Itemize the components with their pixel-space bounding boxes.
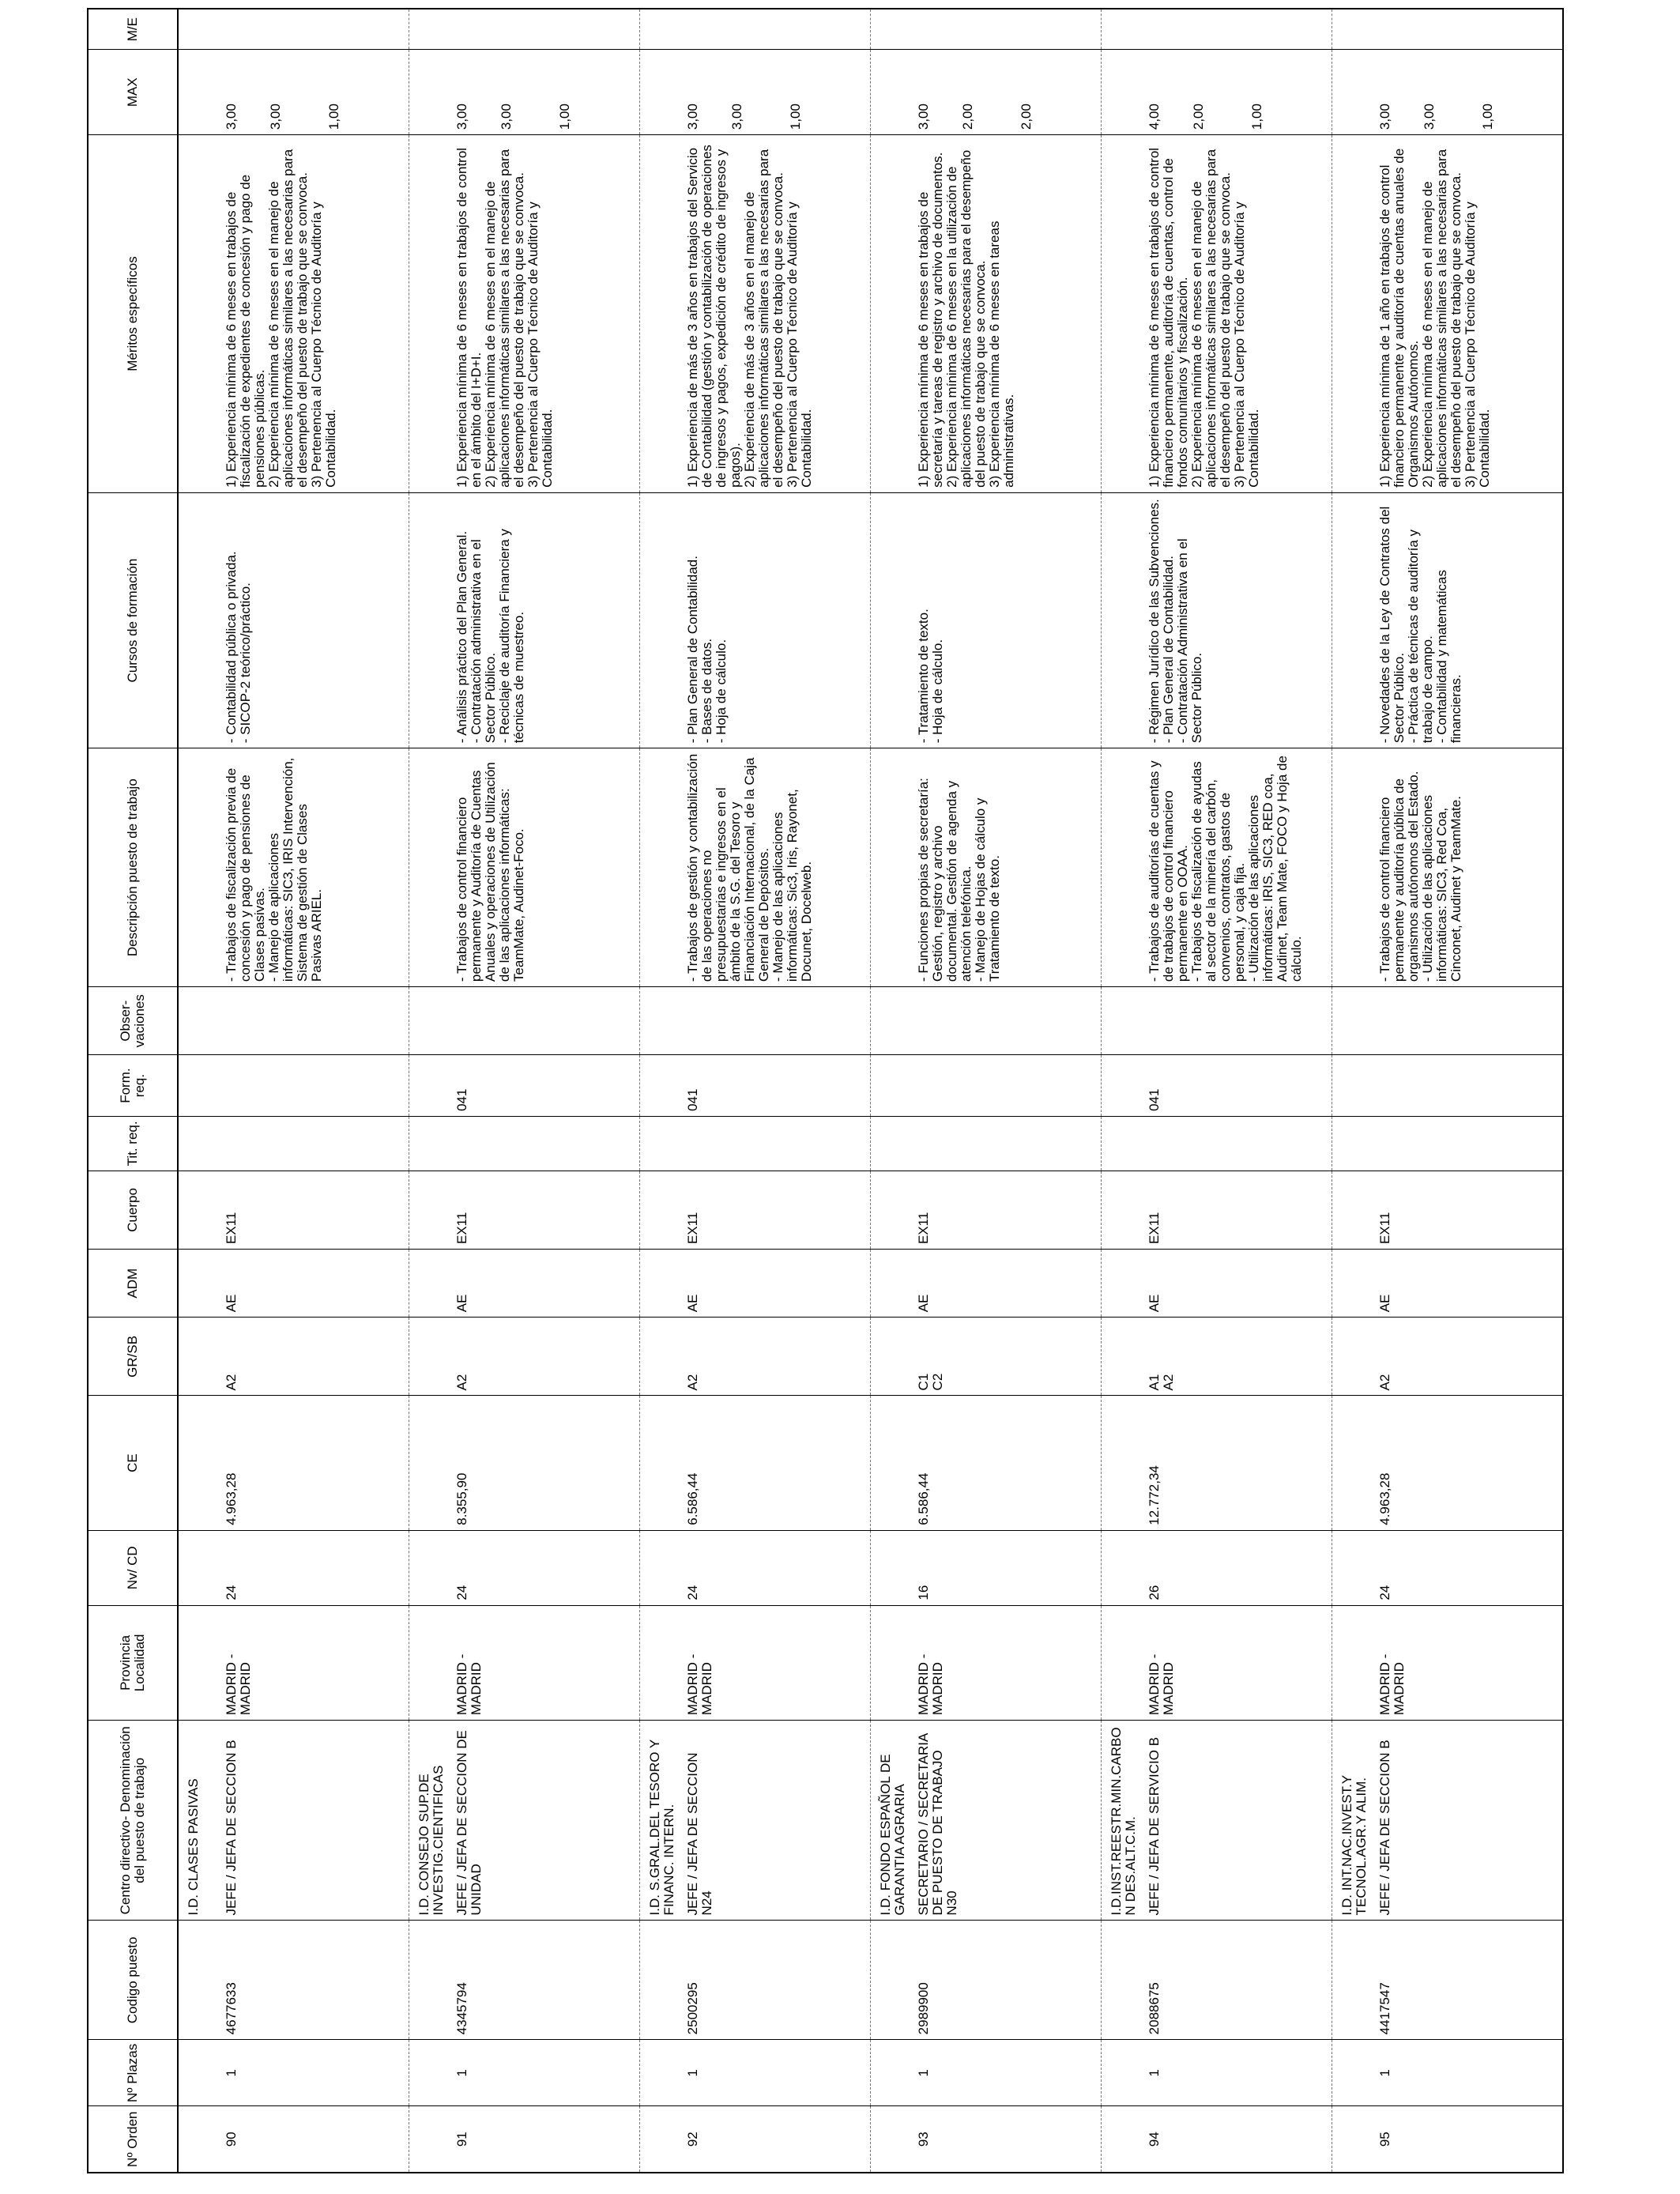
empty-cell xyxy=(1332,748,1373,987)
header-tit: Tit. req. xyxy=(88,1116,178,1171)
section-row xyxy=(1102,9,1142,2173)
cell-ce: 4.963,28 xyxy=(1372,1396,1563,1530)
empty-cell xyxy=(871,1921,911,2040)
cell-max xyxy=(910,50,1102,135)
cell-form: 041 xyxy=(1141,1055,1332,1117)
cell-ce: 8.355,90 xyxy=(449,1396,640,1530)
empty-cell xyxy=(1332,1396,1373,1530)
header-me: M/E xyxy=(88,9,178,50)
cell-obs xyxy=(680,987,871,1055)
cell-plazas: 1 xyxy=(218,2040,409,2106)
cell-orden: 92 xyxy=(680,2106,871,2173)
empty-cell xyxy=(1102,2040,1142,2106)
section-title: I.D. CONSEJO SUP.DE INVESTIG.CIENTIFICAS xyxy=(409,1721,450,1921)
empty-cell xyxy=(1332,1530,1373,1605)
cell-max xyxy=(680,50,871,135)
cell-grupo: A2 xyxy=(449,1318,640,1396)
cell-descripcion: - Trabajos de control financiero permanente y auditoría pública de organismos autónomos del Estado. - Utilización de las aplicaciones informáticas: SIC3, Red Coa, Cinconet, Audinet y TeamMate. xyxy=(1372,748,1563,987)
cell-meritos: 1) Experiencia mínima de 6 meses en trabajos de control financiero permanente, auditoría de cuentas, control de fondos comunitarios y fiscalización. 2) Experiencia mínima de 6 meses en el manejo de aplicaciones informáticas similares a las necesarias para el desempeño del puesto de trabajo que se convoca. 3) Pertenencia al Cuerpo Técnico de Auditoría y Contabilidad. xyxy=(1141,135,1332,493)
max-score: 3,00 xyxy=(1422,104,1437,130)
empty-cell xyxy=(640,135,680,493)
empty-cell xyxy=(871,492,911,748)
cell-ce: 4.963,28 xyxy=(218,1396,409,1530)
section-title: I.D.INST.REESTR.MIN.CARBO N DES.ALT.C.M. xyxy=(1102,1721,1142,1921)
empty-cell xyxy=(409,1605,450,1721)
cell-cuerpo: EX11 xyxy=(218,1171,409,1249)
max-score: 3,00 xyxy=(729,104,744,130)
header-codigo: Codigo puesto xyxy=(88,1921,178,2040)
empty-cell xyxy=(640,50,680,135)
empty-cell xyxy=(409,1396,450,1530)
cell-me xyxy=(1372,9,1563,50)
empty-cell xyxy=(871,9,911,50)
empty-cell xyxy=(409,1530,450,1605)
cell-form: 041 xyxy=(449,1055,640,1117)
max-score: 1,00 xyxy=(1249,104,1264,130)
empty-cell xyxy=(871,748,911,987)
header-meritos: Méritos específicos xyxy=(88,135,178,493)
max-score: 2,00 xyxy=(1191,104,1206,130)
empty-cell xyxy=(409,50,450,135)
header-max: MAX xyxy=(88,50,178,135)
max-score: 1,00 xyxy=(788,104,803,130)
empty-cell xyxy=(1332,987,1373,1055)
max-score: 1,00 xyxy=(1480,104,1495,130)
cell-ce: 12.772,34 xyxy=(1141,1396,1332,1530)
cell-tit xyxy=(1141,1116,1332,1171)
cell-orden: 90 xyxy=(218,2106,409,2173)
empty-cell xyxy=(1332,1250,1373,1318)
empty-cell xyxy=(409,2040,450,2106)
cell-adm: AE xyxy=(1141,1250,1332,1318)
empty-cell xyxy=(640,1116,680,1171)
table-body xyxy=(178,9,1563,2173)
cell-me xyxy=(910,9,1102,50)
section-title: I.D. S.GRAL.DEL TESORO Y FINANC. INTERN. xyxy=(640,1721,680,1921)
cell-descripcion: - Trabajos de auditorías de cuentas y de trabajos de control financiero permanente en OOAA. - Trabajos de fiscalización de ayudas al sector de la minería del carbón, convenios, contratos, gastos de personal, y caja fija. - Utilización de las aplicaciones informáticas: IRIS, SIC3, RED coa, Audinet, Team Mate, FOCO y Hoja de cálculo. xyxy=(1141,748,1332,987)
empty-cell xyxy=(871,1396,911,1530)
table-row xyxy=(218,9,409,2173)
cell-cuerpo: EX11 xyxy=(680,1171,871,1249)
empty-cell xyxy=(871,135,911,493)
cell-ce: 6.586,44 xyxy=(680,1396,871,1530)
section-title: I.D. CLASES PASIVAS xyxy=(178,1721,218,1921)
cell-cuerpo: EX11 xyxy=(1372,1171,1563,1249)
header-form: Form. req. xyxy=(88,1055,178,1117)
cell-tit xyxy=(449,1116,640,1171)
empty-cell xyxy=(409,492,450,748)
cell-ce: 6.586,44 xyxy=(910,1396,1102,1530)
empty-cell xyxy=(1332,1055,1373,1117)
max-score: 3,00 xyxy=(916,104,931,130)
cell-provincia: MADRID - MADRID xyxy=(1141,1605,1332,1721)
empty-cell xyxy=(1102,1116,1142,1171)
header-nivel: Nv/ CD xyxy=(88,1530,178,1605)
cell-plazas: 1 xyxy=(1372,2040,1563,2106)
empty-cell xyxy=(871,50,911,135)
header-provincia: Provincia Localidad xyxy=(88,1605,178,1721)
cell-cursos: - Análisis práctico del Plan General. - Contratación administrativa en el Sector Público. - Reciclaje de auditoría Financiera y técnicas de muestreo. xyxy=(449,492,640,748)
section-row xyxy=(640,9,680,2173)
empty-cell xyxy=(1332,1116,1373,1171)
empty-cell xyxy=(1102,748,1142,987)
empty-cell xyxy=(640,1318,680,1396)
cell-cursos: - Régimen Jurídico de las Subvenciones. - Plan General de Contabilidad. - Contratación Administrativa en el Sector Público. xyxy=(1141,492,1332,748)
empty-cell xyxy=(640,2106,680,2173)
cell-provincia: MADRID - MADRID xyxy=(449,1605,640,1721)
cell-plazas: 1 xyxy=(680,2040,871,2106)
table-row xyxy=(910,9,1102,2173)
empty-cell xyxy=(178,1530,218,1605)
empty-cell xyxy=(1102,135,1142,493)
cell-max xyxy=(218,50,409,135)
cell-obs xyxy=(449,987,640,1055)
header-ce: CE xyxy=(88,1396,178,1530)
cell-cuerpo: EX11 xyxy=(910,1171,1102,1249)
empty-cell xyxy=(640,1530,680,1605)
cell-grupo: C1 C2 xyxy=(910,1318,1102,1396)
empty-cell xyxy=(640,987,680,1055)
cell-cursos: - Tratamiento de texto. - Hoja de cálculo. xyxy=(910,492,1102,748)
empty-cell xyxy=(1332,2040,1373,2106)
empty-cell xyxy=(871,987,911,1055)
empty-cell xyxy=(409,135,450,493)
cell-denominacion: JEFE / JEFA DE SECCION B xyxy=(1372,1721,1563,1921)
empty-cell xyxy=(1102,1530,1142,1605)
section-row xyxy=(871,9,911,2173)
table-row xyxy=(680,9,871,2173)
empty-cell xyxy=(1102,1250,1142,1318)
empty-cell xyxy=(178,1171,218,1249)
cell-nivel: 16 xyxy=(910,1530,1102,1605)
cell-nivel: 26 xyxy=(1141,1530,1332,1605)
empty-cell xyxy=(409,1318,450,1396)
cell-nivel: 24 xyxy=(449,1530,640,1605)
cell-descripcion: - Trabajos de fiscalización previa de concesión y pago de pensiones de Clases pasivas. - Manejo de aplicaciones informáticas: SIC3, IRIS Intervención, Sistema de gestión de Clases Pasivas ARIEL. xyxy=(218,748,409,987)
table-row xyxy=(1141,9,1332,2173)
empty-cell xyxy=(1102,2106,1142,2173)
empty-cell xyxy=(178,748,218,987)
cell-tit xyxy=(1372,1116,1563,1171)
empty-cell xyxy=(409,987,450,1055)
max-score: 3,00 xyxy=(1377,104,1392,130)
empty-cell xyxy=(1332,1605,1373,1721)
cell-adm: AE xyxy=(680,1250,871,1318)
cell-obs xyxy=(1141,987,1332,1055)
empty-cell xyxy=(1102,492,1142,748)
section-title: I.D. FONDO ESPAÑOL DE GARANTIA AGRARIA xyxy=(871,1721,911,1921)
header-cursos: Cursos de formación xyxy=(88,492,178,748)
cell-grupo: A1 A2 xyxy=(1141,1318,1332,1396)
empty-cell xyxy=(178,987,218,1055)
empty-cell xyxy=(409,9,450,50)
section-row xyxy=(178,9,218,2173)
empty-cell xyxy=(1102,1171,1142,1249)
max-score: 2,00 xyxy=(1019,104,1034,130)
cell-nivel: 24 xyxy=(680,1530,871,1605)
cell-nivel: 24 xyxy=(218,1530,409,1605)
cell-adm: AE xyxy=(910,1250,1102,1318)
cell-max xyxy=(1372,50,1563,135)
empty-cell xyxy=(1102,1605,1142,1721)
empty-cell xyxy=(409,1055,450,1117)
job-positions-table xyxy=(87,8,1564,2173)
cell-denominacion: JEFE / JEFA DE SERVICIO B xyxy=(1141,1721,1332,1921)
empty-cell xyxy=(1102,1396,1142,1530)
cell-obs xyxy=(910,987,1102,1055)
cell-cursos: - Contabilidad pública o privada. - SICOP-2 teórico/práctico. xyxy=(218,492,409,748)
max-score: 3,00 xyxy=(499,104,514,130)
cell-provincia: MADRID - MADRID xyxy=(680,1605,871,1721)
empty-cell xyxy=(640,1605,680,1721)
cell-codigo: 4417547 xyxy=(1372,1921,1563,2040)
cell-denominacion: JEFE / JEFA DE SECCION N24 xyxy=(680,1721,871,1921)
empty-cell xyxy=(1102,987,1142,1055)
cell-adm: AE xyxy=(449,1250,640,1318)
empty-cell xyxy=(871,1318,911,1396)
cell-provincia: MADRID - MADRID xyxy=(1372,1605,1563,1721)
cell-me xyxy=(449,9,640,50)
cell-provincia: MADRID - MADRID xyxy=(910,1605,1102,1721)
empty-cell xyxy=(871,2106,911,2173)
cell-form xyxy=(218,1055,409,1117)
cell-meritos: 1) Experiencia de más de 3 años en trabajos del Servicio de Contabilidad (gestión y contabilización de operaciones de ingresos y pagos, expedición de crédito de ingresos y pagos). 2) Experiencia de más de 3 años en el manejo de aplicaciones informáticas similares a las necesarias para el desempeño del puesto de trabajo que se convoca. 3) Pertenencia al Cuerpo Técnico de Auditoría y Contabilidad. xyxy=(680,135,871,493)
header-cuerpo: Cuerpo xyxy=(88,1171,178,1249)
empty-cell xyxy=(640,492,680,748)
max-score: 2,00 xyxy=(960,104,975,130)
header-grupo: GR/SB xyxy=(88,1318,178,1396)
cell-nivel: 24 xyxy=(1372,1530,1563,1605)
empty-cell xyxy=(1332,135,1373,493)
empty-cell xyxy=(871,1530,911,1605)
cell-codigo: 2989900 xyxy=(910,1921,1102,2040)
empty-cell xyxy=(1102,9,1142,50)
empty-cell xyxy=(1332,1171,1373,1249)
cell-grupo: A2 xyxy=(218,1318,409,1396)
cell-descripcion: - Trabajos de control financiero permanente y Auditoría de Cuentas Anuales y operaciones de Utilización de las aplicaciones informáticas: TeamMate, Audinet-Foco. xyxy=(449,748,640,987)
cell-orden: 93 xyxy=(910,2106,1102,2173)
table-row xyxy=(449,9,640,2173)
empty-cell xyxy=(640,1250,680,1318)
cell-codigo: 2500295 xyxy=(680,1921,871,2040)
empty-cell xyxy=(178,1116,218,1171)
cell-cuerpo: EX11 xyxy=(449,1171,640,1249)
max-score: 3,00 xyxy=(268,104,283,130)
empty-cell xyxy=(640,1055,680,1117)
empty-cell xyxy=(1102,50,1142,135)
cell-descripcion: - Funciones propias de secretaría: Gestión, registro y archivo documental. Gestión de agenda y atención telefónica. - Manejo de Hojas de cálculo y Tratamiento de texto. xyxy=(910,748,1102,987)
empty-cell xyxy=(640,748,680,987)
section-title: I.D. INT.NAC.INVEST.Y TECNOL.AGR.Y ALIM. xyxy=(1332,1721,1373,1921)
empty-cell xyxy=(178,2040,218,2106)
empty-cell xyxy=(1332,1921,1373,2040)
empty-cell xyxy=(178,492,218,748)
empty-cell xyxy=(640,1171,680,1249)
empty-cell xyxy=(409,1921,450,2040)
empty-cell xyxy=(640,2040,680,2106)
cell-codigo: 4677633 xyxy=(218,1921,409,2040)
empty-cell xyxy=(178,1318,218,1396)
cell-form: 041 xyxy=(680,1055,871,1117)
max-score: 3,00 xyxy=(685,104,700,130)
empty-cell xyxy=(871,1116,911,1171)
cell-grupo: A2 xyxy=(680,1318,871,1396)
cell-max xyxy=(449,50,640,135)
cell-tit xyxy=(680,1116,871,1171)
cell-cursos: - Plan General de Contabilidad. - Bases de datos. - Hoja de cálculo. xyxy=(680,492,871,748)
empty-cell xyxy=(178,135,218,493)
empty-cell xyxy=(409,1116,450,1171)
cell-obs xyxy=(1372,987,1563,1055)
empty-cell xyxy=(1332,2106,1373,2173)
empty-cell xyxy=(1102,1921,1142,2040)
header-descripcion: Descripción puesto de trabajo xyxy=(88,748,178,987)
empty-cell xyxy=(178,1921,218,2040)
section-row xyxy=(409,9,450,2173)
header-plazas: Nº Plazas xyxy=(88,2040,178,2106)
cell-tit xyxy=(218,1116,409,1171)
cell-me xyxy=(1141,9,1332,50)
header-orden: Nº Orden xyxy=(88,2106,178,2173)
max-score: 1,00 xyxy=(326,104,341,130)
empty-cell xyxy=(178,1605,218,1721)
empty-cell xyxy=(178,50,218,135)
max-score: 3,00 xyxy=(454,104,469,130)
cell-denominacion: JEFE / JEFA DE SECCION DE UNIDAD xyxy=(449,1721,640,1921)
max-score: 1,00 xyxy=(557,104,572,130)
cell-plazas: 1 xyxy=(1141,2040,1332,2106)
empty-cell xyxy=(178,1250,218,1318)
cell-tit xyxy=(910,1116,1102,1171)
table-row xyxy=(1372,9,1563,2173)
cell-meritos: 1) Experiencia mínima de 6 meses en trabajos de secretaría y tareas de registro y archivo de documentos. 2) Experiencia mínima de 6 meses en la utilización de aplicaciones informáticas necesarias para el desempeño del puesto de trabajo que se convoca. 3) Experiencia mínima de 6 meses en tareas administrativas. xyxy=(910,135,1102,493)
max-score: 3,00 xyxy=(224,104,239,130)
cell-provincia: MADRID - MADRID xyxy=(218,1605,409,1721)
cell-meritos: 1) Experiencia mínima de 6 meses en trabajos de fiscalización de expedientes de concesión y pago de pensiones públicas. 2) Experiencia mínima de 6 meses en el manejo de aplicaciones informáticas similares a las necesarias para el desempeño del puesto de trabajo que se convoca. 3) Pertenencia al Cuerpo Técnico de Auditoría y Contabilidad. xyxy=(218,135,409,493)
cell-form xyxy=(1372,1055,1563,1117)
empty-cell xyxy=(1102,1318,1142,1396)
cell-me xyxy=(680,9,871,50)
cell-orden: 94 xyxy=(1141,2106,1332,2173)
empty-cell xyxy=(1332,9,1373,50)
empty-cell xyxy=(178,1396,218,1530)
cell-denominacion: SECRETARIO / SECRETARIA DE PUESTO DE TRABAJO N30 xyxy=(910,1721,1102,1921)
empty-cell xyxy=(871,1171,911,1249)
cell-orden: 91 xyxy=(449,2106,640,2173)
cell-plazas: 1 xyxy=(449,2040,640,2106)
cell-max xyxy=(1141,50,1332,135)
rotated-page xyxy=(87,8,1669,2173)
empty-cell xyxy=(871,1250,911,1318)
cell-codigo: 2088675 xyxy=(1141,1921,1332,2040)
empty-cell xyxy=(409,748,450,987)
cell-denominacion: JEFE / JEFA DE SECCION B xyxy=(218,1721,409,1921)
empty-cell xyxy=(640,1921,680,2040)
empty-cell xyxy=(640,9,680,50)
header-centro: Centro directivo- Denominación del puesto de trabajo xyxy=(88,1721,178,1921)
cell-me xyxy=(218,9,409,50)
cell-descripcion: - Trabajos de gestión y contabilización de las operaciones no presupuestarias e ingresos en el ámbito de la S.G. del Tesoro y Financiación Internacional, de la Caja General de Depósitos. - Manejo de las aplicaciones informáticas: Sic3, Iris, Rayonet, Docunet, Docelweb. xyxy=(680,748,871,987)
empty-cell xyxy=(871,1055,911,1117)
cell-meritos: 1) Experiencia mínima de 1 año en trabajos de control financiero permanente y auditoría de cuentas anuales de Organismos Autónomos. 2) Experiencia mínima de 6 meses en el manejo de aplicaciones informáticas similares a las necesarias para el desempeño del puesto de trabajo que se convoca. 3) Pertenencia al Cuerpo Técnico de Auditoría y Contabilidad. xyxy=(1372,135,1563,493)
empty-cell xyxy=(178,9,218,50)
empty-cell xyxy=(178,2106,218,2173)
cell-form xyxy=(910,1055,1102,1117)
empty-cell xyxy=(409,1250,450,1318)
empty-cell xyxy=(409,2106,450,2173)
empty-cell xyxy=(871,1605,911,1721)
cell-grupo: A2 xyxy=(1372,1318,1563,1396)
empty-cell xyxy=(1332,50,1373,135)
cell-cursos: - Novedades de la Ley de Contratos del Sector Público. - Práctica de técnicas de auditoría y trabajo de campo. - Contabilidad y matemáticas financieras. xyxy=(1372,492,1563,748)
header-obs: Obser- vaciones xyxy=(88,987,178,1055)
empty-cell xyxy=(409,1171,450,1249)
empty-cell xyxy=(178,1055,218,1117)
cell-obs xyxy=(218,987,409,1055)
header-row xyxy=(88,9,178,2173)
cell-adm: AE xyxy=(218,1250,409,1318)
empty-cell xyxy=(1102,1055,1142,1117)
max-score: 4,00 xyxy=(1147,104,1162,130)
cell-orden: 95 xyxy=(1372,2106,1563,2173)
cell-codigo: 4345794 xyxy=(449,1921,640,2040)
section-row xyxy=(1332,9,1373,2173)
cell-cuerpo: EX11 xyxy=(1141,1171,1332,1249)
header-adm: ADM xyxy=(88,1250,178,1318)
empty-cell xyxy=(1332,1318,1373,1396)
empty-cell xyxy=(640,1396,680,1530)
cell-adm: AE xyxy=(1372,1250,1563,1318)
cell-plazas: 1 xyxy=(910,2040,1102,2106)
empty-cell xyxy=(1332,492,1373,748)
empty-cell xyxy=(871,2040,911,2106)
cell-meritos: 1) Experiencia mínima de 6 meses en trabajos de control en el ámbito del I+D+I. 2) Experiencia mínima de 6 meses en el manejo de aplicaciones informáticas similares a las necesarias para el desempeño del puesto de trabajo que se convoca. 3) Pertenencia al Cuerpo Técnico de Auditoría y Contabilidad. xyxy=(449,135,640,493)
